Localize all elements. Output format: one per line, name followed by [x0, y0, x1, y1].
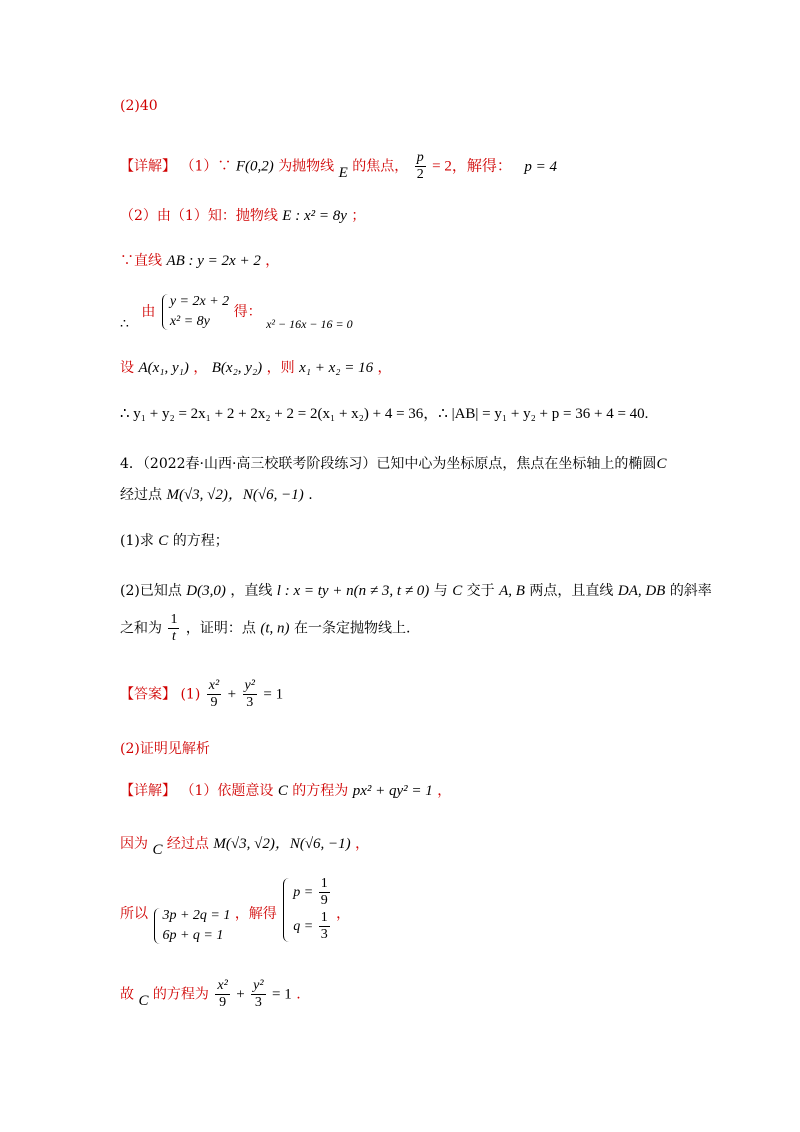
q2-line2-a: 之和为	[120, 620, 162, 637]
detail-s2-a: 因为	[120, 836, 148, 852]
system-you-text: 由	[141, 304, 156, 320]
q2-line2-b: ，证明：点	[185, 620, 256, 637]
frac-den: 3	[246, 695, 254, 710]
detail-s4-c-math: C	[138, 992, 149, 1009]
detail-s1-c: ，	[437, 783, 452, 799]
equation-system-brace	[152, 906, 230, 946]
q2-text-f: 的斜率	[669, 583, 712, 599]
p-value-math: p = 4	[524, 158, 557, 175]
detail-s3-c: ，	[336, 906, 351, 922]
system-line	[120, 292, 353, 332]
p-lhs: p =	[293, 885, 314, 900]
frac-den: 9	[320, 893, 328, 909]
question2-line2	[120, 612, 410, 645]
frac-den: 3	[254, 995, 262, 1010]
answer-y-fraction	[243, 678, 257, 711]
line-l-math: l : x = ty + n(n ≠ 3, t ≠ 0)	[276, 583, 430, 599]
frac-den: 9	[219, 995, 227, 1010]
step1-text-d: = 2，解得：	[432, 158, 512, 175]
frac-den: t	[172, 629, 176, 644]
detail-s2-c: ，	[355, 836, 370, 852]
set-text-b: ，	[193, 360, 208, 376]
answer-tag: 【答案】	[120, 686, 176, 703]
system-row1: y = 2x + 2	[169, 294, 230, 309]
eq-row1: 3p + 2q = 1	[162, 908, 231, 923]
answer-part2-text: (2)证明见解析	[120, 741, 210, 757]
problem4-line2	[120, 483, 313, 504]
problem4-header-text: 4．（2022春·山西·高三校联考阶段练习）已知中心为坐标原点，焦点在坐标轴上的椭圆	[120, 456, 657, 472]
detail-s1-c-math: C	[277, 783, 288, 799]
step1-text-a: （1）∵	[180, 158, 232, 175]
line-ab	[120, 250, 279, 270]
final-ab-math: ∴ y₁ + y₂ = 2x₁ + 2 + 2x₂ + 2 = 2(x₁ + x₂) + 4 = 36，∴ |AB| = y₁ + y₂ + p = 36 + 4 = 40.	[120, 406, 649, 422]
frac-num: y²	[244, 678, 255, 693]
parabola-equation-math: E : x² = 8y	[282, 208, 347, 224]
set-text-c: ，则	[266, 360, 295, 376]
detail-s2-c-math: C	[152, 842, 163, 858]
parabola-name-math: E	[338, 164, 348, 181]
detail-s2-b: 经过点	[166, 836, 209, 852]
detail-step2	[120, 832, 370, 858]
q1-text-a: (1)求	[120, 533, 154, 549]
point-b-math: B(x₂, y₂)	[211, 360, 263, 376]
line-ab-text-a: ∵直线	[120, 253, 162, 269]
frac-den: 3	[320, 927, 328, 943]
equals-one-2: = 1	[272, 986, 292, 1003]
step2-text-b: ；	[351, 208, 366, 224]
point-a-math: A(x₁, y₁)	[138, 360, 189, 376]
detail-s4-c: .	[296, 986, 301, 1003]
step2-text-a: （2）由（1）知：抛物线	[120, 208, 278, 224]
detail-s1-b: 的方程为	[292, 783, 349, 799]
plus-sign: +	[227, 686, 237, 703]
q2-text-b: ，直线	[230, 583, 273, 599]
frac-num: x²	[217, 978, 228, 993]
frac-den: 2	[416, 167, 424, 182]
question2-line1	[120, 580, 712, 600]
focus-point-math: F(0,2)	[235, 158, 274, 175]
line-ab-text-b: ，	[265, 253, 280, 269]
p-over-2-fraction	[415, 150, 426, 183]
therefore-symbol: ∴	[120, 316, 129, 332]
solution-brace	[281, 876, 331, 944]
q-fraction	[319, 910, 330, 943]
answer-part1-label: (1)	[180, 686, 201, 703]
solution-p	[293, 876, 331, 910]
solution-q	[293, 910, 331, 944]
q2-c-math: C	[452, 583, 463, 599]
line-ab-math: AB : y = 2x + 2	[166, 253, 261, 269]
point-tn-math: (t, n)	[260, 620, 290, 637]
problem4-header	[120, 453, 666, 473]
answer-part2	[120, 738, 210, 758]
system-result-math: x² − 16x − 16 = 0	[266, 317, 353, 331]
eq-row2: 6p + q = 1	[162, 928, 224, 943]
system-row2: x² = 8y	[169, 314, 210, 329]
final-x-fraction	[215, 978, 229, 1011]
lines-da-db-math: DA, DB	[617, 583, 666, 599]
prev-part2-label: (2)40	[120, 98, 158, 114]
detail-s3-a: 所以	[120, 906, 148, 922]
detail-s4-b: 的方程为	[152, 986, 209, 1003]
step1-text-b: 为抛物线	[278, 158, 335, 175]
q2-text-d: 交于	[466, 583, 495, 599]
q2-line2-c: 在一条定抛物线上.	[293, 620, 411, 637]
q1-text-b: 的方程；	[172, 533, 229, 549]
frac-den: 9	[210, 695, 218, 710]
set-points-line	[120, 357, 392, 377]
answer-part1	[120, 678, 283, 711]
detail-tag-2: 【详解】	[120, 783, 176, 799]
q-lhs: q =	[293, 919, 314, 934]
detail-s3-b: ，解得	[234, 906, 277, 922]
points-mn-math: M(√3, √2)，N(√6, −1)	[166, 487, 304, 503]
question1	[120, 530, 229, 550]
q1-c-math: C	[158, 533, 169, 549]
detail-s4-a: 故	[120, 986, 134, 1003]
equals-one: = 1	[263, 686, 284, 703]
ellipse-general-math: px² + qy² = 1	[352, 783, 433, 799]
detail-step3	[120, 876, 350, 944]
answer-x-fraction	[207, 678, 221, 711]
set-text-d: ，	[377, 360, 392, 376]
points-ab-math: A, B	[499, 583, 525, 599]
frac-num: p	[416, 150, 424, 165]
detail-step4	[120, 978, 301, 1011]
frac-num: 1	[320, 876, 328, 892]
detail-step1	[120, 780, 451, 800]
final-y-fraction	[251, 978, 265, 1011]
frac-num: 1	[320, 910, 328, 926]
frac-num: y²	[253, 978, 264, 993]
prev-part2-answer	[120, 98, 158, 114]
q2-text-c: 与	[433, 583, 448, 599]
ellipse-c-math: C	[656, 456, 667, 472]
detail-points-mn-math: M(√3, √2)，N(√6, −1)	[213, 836, 351, 852]
detail-tag: 【详解】	[120, 158, 176, 175]
detail-s1-a: （1）依题意设	[180, 783, 274, 799]
p-fraction	[319, 876, 330, 909]
final-line	[120, 402, 648, 423]
system-brace	[160, 292, 229, 332]
q2-text-a: (2)已知点	[120, 583, 182, 599]
system-de-text: 得：	[233, 304, 262, 320]
plus-sign-2: +	[236, 986, 245, 1003]
set-text-a: 设	[120, 360, 134, 376]
sum-x-math: x₁ + x₂ = 16	[299, 360, 374, 376]
problem4-line2-a: 经过点	[120, 487, 162, 503]
step1-text-c: 的焦点，	[352, 158, 409, 175]
q2-text-e: 两点，且直线	[529, 583, 614, 599]
prev-detail-step2	[120, 205, 365, 225]
frac-num: 1	[170, 612, 178, 627]
problem4-line2-b: .	[308, 487, 313, 503]
point-d-math: D(3,0)	[186, 583, 226, 599]
one-over-t-fraction	[168, 612, 179, 645]
frac-num: x²	[208, 678, 220, 693]
prev-detail-step1	[120, 150, 557, 183]
